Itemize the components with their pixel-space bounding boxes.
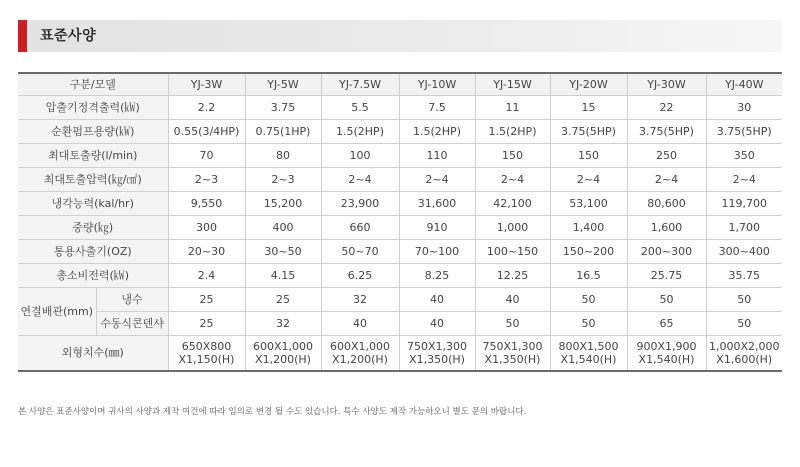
table-cell: 25 — [168, 311, 245, 335]
table-cell: 2~4 — [550, 167, 627, 191]
table-cell: 15,200 — [245, 191, 321, 215]
dimension-line: X1,350(H) — [484, 352, 541, 366]
row-label: 순환펌프용량(㎾) — [18, 119, 168, 143]
table-cell: 20~30 — [168, 239, 245, 263]
table-cell: 4.15 — [245, 263, 321, 287]
table-cell: 2~4 — [706, 167, 782, 191]
table-row — [18, 287, 782, 311]
table-cell: 65 — [627, 311, 706, 335]
table-cell: 250 — [627, 143, 706, 167]
table-cell: 9,550 — [168, 191, 245, 215]
table-cell: 25 — [168, 287, 245, 311]
table-row — [18, 215, 782, 239]
table-cell: 910 — [399, 215, 475, 239]
table-row — [18, 167, 782, 191]
table-cell: 1,600 — [627, 215, 706, 239]
table-cell: 1.5(2HP) — [399, 119, 475, 143]
table-cell: 0.55(3/4HP) — [168, 119, 245, 143]
table-cell: 2~4 — [475, 167, 550, 191]
table-cell — [550, 335, 627, 371]
dimension-line: X1,600(H) — [716, 352, 773, 366]
table-row — [18, 95, 782, 119]
table-cell: 3.75(5HP) — [706, 119, 782, 143]
row-label: 중량(㎏) — [18, 215, 168, 239]
row-label: 냉각능력(kal/hr) — [18, 191, 168, 215]
table-cell: 150~200 — [550, 239, 627, 263]
table-cell: 16.5 — [550, 263, 627, 287]
table-cell: 7.5 — [399, 95, 475, 119]
table-cell — [475, 335, 550, 371]
table-cell: 400 — [245, 215, 321, 239]
table-cell: 660 — [321, 215, 399, 239]
table-cell: 200~300 — [627, 239, 706, 263]
table-cell: 100~150 — [475, 239, 550, 263]
footnote: 본 사양은 표준사양이며 귀사의 사양과 제작 여건에 따라 임의로 변경 될 수도 있습니다. 특수 사양도 제작 가능하오니 별도 문의 바랍니다. — [18, 407, 527, 417]
model-header: YJ-15W — [475, 73, 550, 95]
dimension-line: 600X1,000 — [329, 339, 391, 353]
table-cell: 70~100 — [399, 239, 475, 263]
table-cell: 50 — [550, 311, 627, 335]
spec-table — [18, 72, 782, 372]
table-cell: 80 — [245, 143, 321, 167]
table-cell: 15 — [550, 95, 627, 119]
table-cell: 50 — [706, 287, 782, 311]
dimension-line: X1,200(H) — [255, 352, 311, 366]
table-cell: 100 — [321, 143, 399, 167]
section-header — [18, 20, 782, 52]
row-label: 총소비전력(㎾) — [18, 263, 168, 287]
table-cell: 12.25 — [475, 263, 550, 287]
table-cell — [168, 335, 245, 371]
table-cell: 1,400 — [550, 215, 627, 239]
table-cell — [706, 335, 782, 371]
row-label: 통용사출기(OZ) — [18, 239, 168, 263]
dimension-line: 650X800 — [181, 339, 232, 353]
table-cell: 2~4 — [399, 167, 475, 191]
table-cell — [245, 335, 321, 371]
model-header: YJ-20W — [550, 73, 627, 95]
table-row — [18, 143, 782, 167]
dimension-line: 1,000X2,000 — [708, 339, 780, 353]
table-cell: 50 — [475, 311, 550, 335]
corner-label: 구분/모델 — [18, 73, 168, 95]
table-cell: 110 — [399, 143, 475, 167]
table-cell: 53,100 — [550, 191, 627, 215]
table-cell: 23,900 — [321, 191, 399, 215]
table-cell: 22 — [627, 95, 706, 119]
table-row — [18, 191, 782, 215]
row-label: 연결배관(mm) — [18, 287, 96, 335]
table-cell — [321, 335, 399, 371]
header-accent-bar — [18, 20, 27, 52]
dimension-line: X1,540(H) — [560, 352, 617, 366]
dimension-line: 750X1,300 — [482, 339, 543, 353]
table-cell: 32 — [245, 311, 321, 335]
table-cell: 1.5(2HP) — [321, 119, 399, 143]
table-cell: 150 — [550, 143, 627, 167]
model-header: YJ-7.5W — [321, 73, 399, 95]
table-cell: 300 — [168, 215, 245, 239]
table-cell: 42,100 — [475, 191, 550, 215]
table-cell: 2.4 — [168, 263, 245, 287]
table-cell: 25.75 — [627, 263, 706, 287]
table-header-row — [18, 73, 782, 95]
row-label: 압출기정격출력(㎾) — [18, 95, 168, 119]
table-row — [18, 263, 782, 287]
table-cell: 31,600 — [399, 191, 475, 215]
table-cell: 2~4 — [627, 167, 706, 191]
section-title: 표준사양 — [40, 28, 97, 44]
table-cell: 50 — [550, 287, 627, 311]
table-cell: 40 — [399, 311, 475, 335]
table-cell: 2~4 — [321, 167, 399, 191]
table-row — [18, 239, 782, 263]
table-cell: 25 — [245, 287, 321, 311]
table-cell: 30~50 — [245, 239, 321, 263]
model-header: YJ-3W — [168, 73, 245, 95]
table-cell: 1,700 — [706, 215, 782, 239]
model-header: YJ-10W — [399, 73, 475, 95]
table-cell: 50 — [627, 287, 706, 311]
table-cell: 3.75(5HP) — [550, 119, 627, 143]
table-cell — [627, 335, 706, 371]
table-cell: 300~400 — [706, 239, 782, 263]
row-label: 외형치수(㎜) — [18, 335, 168, 371]
dimension-line: X1,350(H) — [409, 352, 465, 366]
table-cell: 6.25 — [321, 263, 399, 287]
table-cell — [399, 335, 475, 371]
dimension-line: X1,150(H) — [178, 352, 235, 366]
model-header: YJ-40W — [706, 73, 782, 95]
table-cell: 11 — [475, 95, 550, 119]
row-label: 최대토출압력(㎏/㎠) — [18, 167, 168, 191]
dimension-line: X1,540(H) — [638, 352, 695, 366]
sub-row-label: 수동식콘덴샤 — [96, 311, 168, 335]
table-row — [18, 311, 782, 335]
table-cell: 2~3 — [245, 167, 321, 191]
table-cell: 150 — [475, 143, 550, 167]
table-cell: 32 — [321, 287, 399, 311]
table-cell: 0.75(1HP) — [245, 119, 321, 143]
dimension-line: 800X1,500 — [558, 339, 619, 353]
table-cell: 3.75 — [245, 95, 321, 119]
model-header: YJ-5W — [245, 73, 321, 95]
model-header: YJ-30W — [627, 73, 706, 95]
table-cell: 50~70 — [321, 239, 399, 263]
table-cell: 2~3 — [168, 167, 245, 191]
table-cell: 40 — [321, 311, 399, 335]
dimension-line: 750X1,300 — [406, 339, 468, 353]
dimension-line: X1,200(H) — [332, 352, 388, 366]
table-cell: 70 — [168, 143, 245, 167]
table-cell: 35.75 — [706, 263, 782, 287]
table-cell: 8.25 — [399, 263, 475, 287]
table-cell: 2.2 — [168, 95, 245, 119]
dimension-line: 600X1,000 — [252, 339, 314, 353]
table-cell: 80,600 — [627, 191, 706, 215]
table-cell: 1,000 — [475, 215, 550, 239]
table-cell: 30 — [706, 95, 782, 119]
table-cell: 3.75(5HP) — [627, 119, 706, 143]
table-row — [18, 335, 782, 371]
table-cell: 119,700 — [706, 191, 782, 215]
table-cell: 5.5 — [321, 95, 399, 119]
table-cell: 40 — [399, 287, 475, 311]
table-row — [18, 119, 782, 143]
table-cell: 40 — [475, 287, 550, 311]
table-cell: 50 — [706, 311, 782, 335]
dimension-line: 900X1,900 — [636, 339, 697, 353]
table-cell: 1.5(2HP) — [475, 119, 550, 143]
sub-row-label: 냉수 — [96, 287, 168, 311]
row-label: 최대토출량(l/min) — [18, 143, 168, 167]
table-cell: 350 — [706, 143, 782, 167]
